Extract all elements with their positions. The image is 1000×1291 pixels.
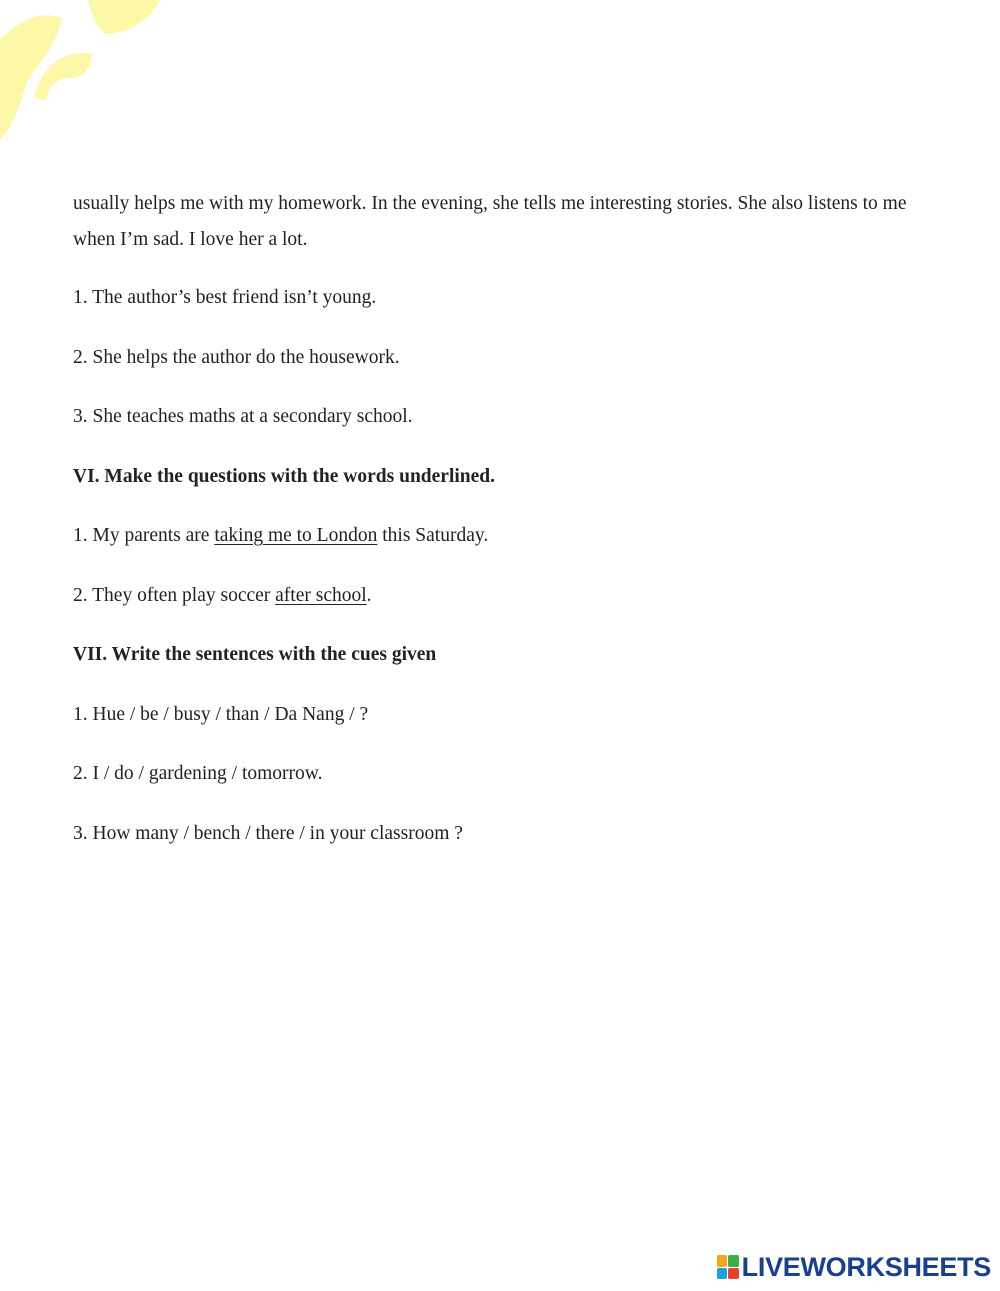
section-vii-item-2: 2. I / do / gardening / tomorrow. — [73, 763, 323, 784]
item-text: 1. My parents are — [73, 525, 215, 546]
item-text: this Saturday. — [377, 525, 489, 546]
logo-mark-icon — [717, 1255, 739, 1279]
worksheet-content — [73, 186, 943, 844]
section-vi-heading: VI. Make the questions with the words underlined. — [73, 466, 496, 487]
section-vii-item-1: 1. Hue / be / busy / than / Da Nang / ? — [73, 704, 369, 725]
section-vi-item-1 — [73, 524, 488, 548]
section-vii-item-3: 3. How many / bench / there / in your classroom ? — [73, 823, 463, 844]
corner-decoration — [0, 0, 180, 170]
intro-paragraph: usually helps me with my homework. In the evening, she tells me interesting stories. She also listens to me when I’m sad. I love her a lot. — [73, 193, 907, 250]
underlined-phrase: taking me to London — [214, 525, 378, 546]
logo-text: LIVEWORKSHEETS — [741, 1252, 991, 1282]
section-vii-heading: VII. Write the sentences with the cues given — [73, 644, 437, 665]
item-text: . — [366, 585, 372, 606]
section-vi-item-2 — [73, 584, 372, 608]
underlined-phrase: after school — [275, 585, 367, 606]
item-text: 2. They often play soccer — [73, 585, 276, 606]
statement-3: 3. She teaches maths at a secondary school. — [73, 406, 413, 427]
statement-1: 1. The author’s best friend isn’t young. — [73, 287, 377, 308]
statement-2: 2. She helps the author do the housework. — [73, 347, 400, 368]
liveworksheets-logo — [717, 1252, 991, 1282]
